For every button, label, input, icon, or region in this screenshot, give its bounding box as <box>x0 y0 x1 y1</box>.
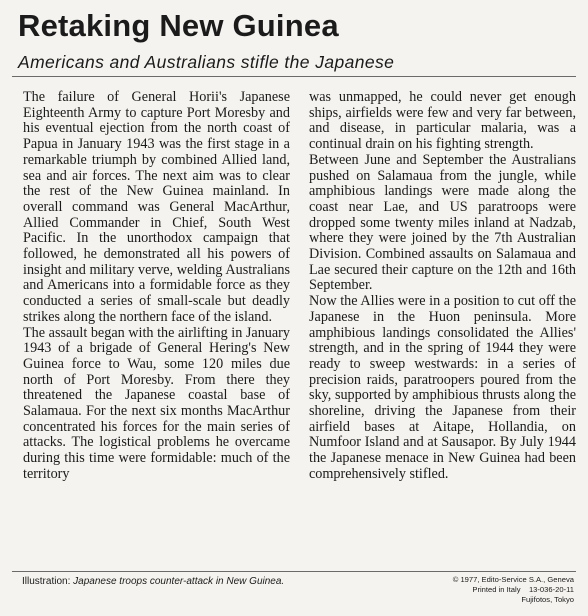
text-column-right <box>309 90 576 483</box>
publisher-credits <box>374 575 574 606</box>
publisher-line: Fujifotos, Tokyo <box>521 595 574 605</box>
caption-text: Japanese troops counter-attack in New Guinea. <box>73 576 285 587</box>
printing-line <box>374 585 574 595</box>
footer-divider <box>12 571 576 572</box>
paragraph-2-part-1: The assault began with the airlifting in January 1943 of a brigade of General Hering's New Guinea force to Wau, some 120 miles due north of Port Moresby. From there they threatened the Japanese coastal base of Salamaua. For the next six months MacArthur concentrated his forces for the main series of attacks. The logistical problems he overcame during this time were formidable: much of the territory <box>23 324 290 482</box>
paragraph-4: Now the Allies were in a position to cut off the Japanese in the Huon peninsula. More amphibious landings consolidated the Allies' strength, and in the spring of 1944 they were ready to sweep westwards: in a series of precision raids, paratroopers poured from the sky, supported by amphibious thrusts along the shoreline, driving the Japanese from their airfield bases at Aitape, Hollandia, on Numfoor Island and at Sausapor. By July 1944 the Japanese menace in New Guinea had been comprehensively stifled. <box>309 293 576 482</box>
text-column-left <box>23 90 290 483</box>
illustration-caption <box>22 576 322 588</box>
page-subtitle: Americans and Australians stifle the Japanese <box>18 52 395 72</box>
header-divider <box>12 76 576 77</box>
paragraph-1: The failure of General Horii's Japanese Eighteenth Army to capture Port Moresby and his eventual ejection from the north coast of Papua in January 1943 was the first stage in a remarkable triumph by combined Allied land, sea and air forces. The next aim was to clear the rest of the New Guinea mainland. In overall command was General MacArthur, Allied Commander in Chief, South West Pacific. In the unorthodox campaign that followed, he demonstrated all his powers of insight and military verve, welding Australians and Americans into a formidable force as they conducted a series of small-scale but deadly strikes along the northern face of the island. <box>23 89 290 325</box>
paragraph-2-part-2: was unmapped, he could never get enough ships, airfields were few and very far between, and disease, in particular malaria, was a continual drain on his fighting strength. <box>309 89 576 153</box>
card-code: 13-036-20-11 <box>528 585 574 595</box>
page-title: Retaking New Guinea <box>18 8 339 43</box>
printed-in: Printed in Italy <box>472 585 521 595</box>
caption-label: Illustration: <box>22 576 74 587</box>
paragraph-3: Between June and September the Australians pushed on Salamaua from the jungle, while amphibious landings were made along the coast near Lae, and US paratroops were dropped some twenty miles inland at Nadzab, where they were joined by the 7th Australian Division. Combined assaults on Salamaua and Lae secured their capture on the 12th and 16th September. <box>309 151 576 294</box>
copyright-line: © 1977, Edito-Service S.A., Geneva <box>452 575 574 584</box>
